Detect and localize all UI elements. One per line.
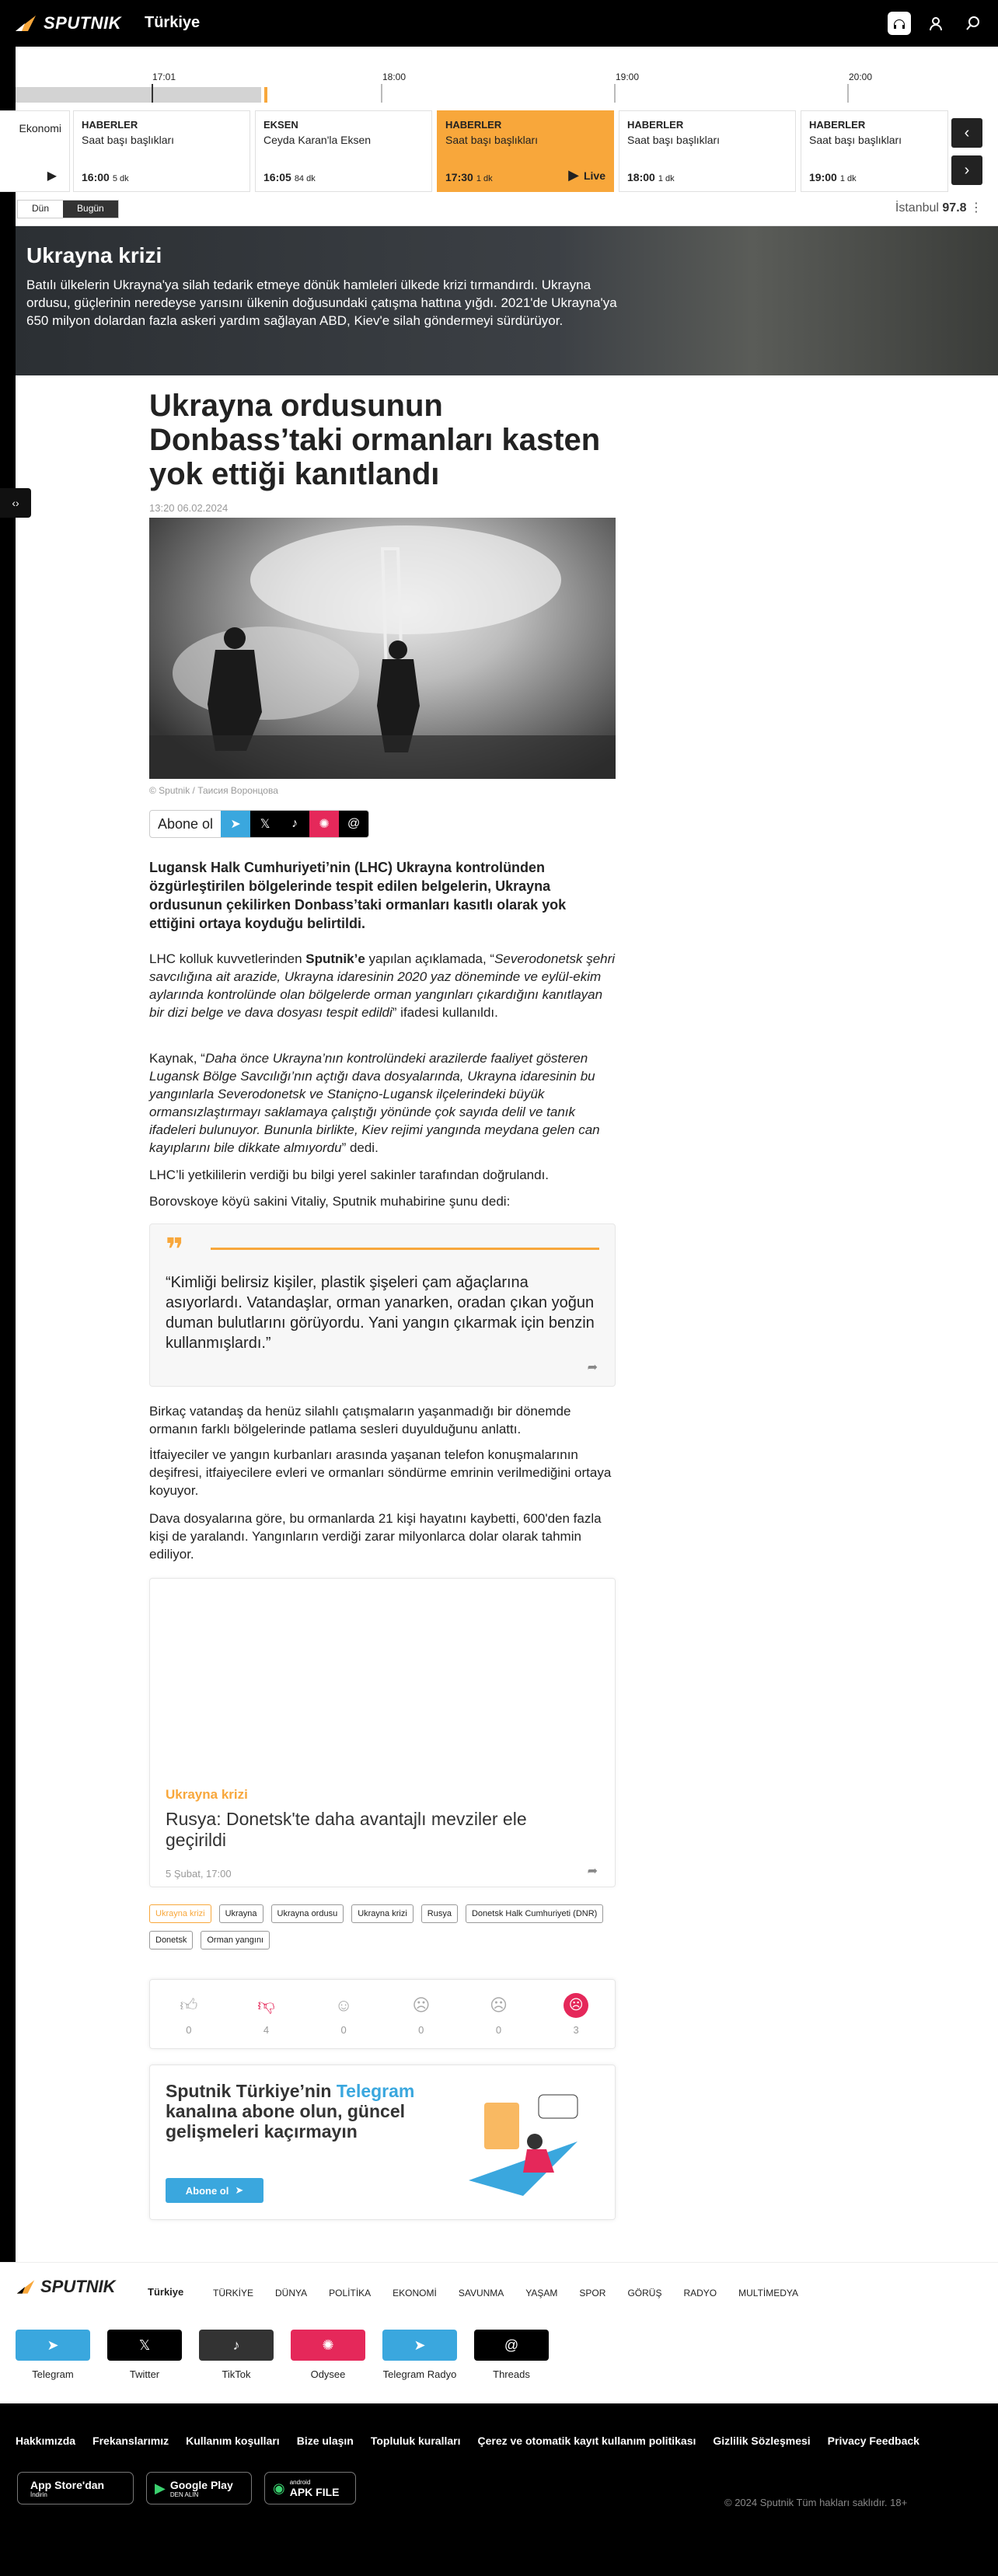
telegram-icon: ➤	[235, 2184, 244, 2196]
tag-item[interactable]: Ukrayna krizi	[351, 1904, 414, 1923]
app-store-button[interactable]: App Store'dan İndirin	[17, 2472, 134, 2504]
timeline-time: 19:00	[616, 72, 640, 82]
timeline-progress	[16, 87, 261, 103]
related-date: 5 Şubat, 17:00	[166, 1868, 232, 1880]
sputnik-logo[interactable]	[14, 11, 121, 36]
footer-link[interactable]: Topluluk kuralları	[370, 2435, 461, 2447]
card-title: Ekonomi	[19, 122, 61, 134]
search-icon[interactable]	[961, 11, 986, 36]
play-store-icon: ▶	[155, 2480, 166, 2496]
site-header	[0, 0, 998, 47]
reaction-bar	[149, 1979, 616, 2049]
schedule-card[interactable]	[619, 110, 796, 192]
footer-nav-item[interactable]: SAVUNMA	[458, 2288, 504, 2299]
footer-bottom	[0, 2403, 998, 2576]
tab-yesterday[interactable]: Dün	[32, 203, 50, 214]
reaction-laugh[interactable]: ☺ 0	[320, 1993, 367, 2036]
article-lead: Lugansk Halk Cumhuriyeti’nin (LHC) Ukrayna kontrolünden özgürleştirilen bölgelerinde tespit edilen belgelerin, Ukrayna ordusunun çekilirken Donbass’taki ormanları kasıtlı olarak yok ettiğini ortaya koyduğu belirtildi.	[149, 860, 567, 931]
laugh-icon: ☺	[334, 1995, 353, 2015]
quote-block	[149, 1223, 616, 1387]
radio-city: İstanbul	[895, 201, 939, 215]
tag-item[interactable]: Ukrayna krizi	[149, 1904, 211, 1923]
timeline-tick	[381, 84, 382, 103]
card-title: Ceyda Karan'la Eksen	[263, 134, 372, 146]
footer-nav-item[interactable]: MULTİMEDYA	[738, 2288, 799, 2299]
schedule-card[interactable]	[73, 110, 250, 192]
timeline-now-marker	[152, 84, 153, 103]
footer-link[interactable]: Kullanım koşulları	[186, 2435, 280, 2447]
card-title: Saat başı başlıkları	[82, 134, 175, 146]
tag-item[interactable]: Orman yangını	[201, 1931, 270, 1949]
card-program: HABERLER	[445, 119, 502, 131]
card-program: HABERLER	[627, 119, 684, 131]
timeline-time: 17:01	[152, 72, 176, 82]
card-program: HABERLER	[809, 119, 866, 131]
article-paragraph: LHC kolluk kuvvetlerinden Sputnik’e yapılan açıklamada, “Severodonetsk şehri savcılığına ait arazide, Ukrayna idaresinin 2020 yaz döneminde ve eylül-ekim aylarında kontrolünde olan bölgelerde orman yangınları çıkardığını kanıtlayan bir dizi belge ve dava dosyası tespit edildi” ifadesi kullanıldı.	[149, 951, 616, 1020]
schedule-prev-button[interactable]	[951, 118, 982, 148]
timeline-tick	[614, 84, 616, 103]
quote-text: “Kimliği belirsiz kişiler, plastik şişeleri çam ağaçlarına asıyorlardı. Vatandaşlar, orman yanarken, oradan çıkan yoğun duman bulutlarını görüyordu. Yani yangın çıkarmak için benzin kullanmışlardı.”	[166, 1274, 595, 1352]
footer-nav-item[interactable]: SPOR	[579, 2288, 606, 2299]
card-time: 17:30 1 dk	[445, 171, 493, 183]
tag-item[interactable]: Ukrayna	[219, 1904, 263, 1923]
telegram-icon[interactable]: ➤	[221, 810, 250, 838]
telegram-promo	[149, 2065, 616, 2220]
footer-link[interactable]: Frekanslarımız	[92, 2435, 169, 2447]
footer-link[interactable]: Çerez ve otomatik kayıt kullanım politikası	[477, 2435, 696, 2447]
promo-title: Sputnik Türkiye’nin Telegram kanalına abone olun, güncel gelişmeleri kaçırmayın	[166, 2081, 415, 2141]
thumbs-down-icon: 👎︎	[257, 1995, 275, 2015]
footer-nav-item[interactable]: DÜNYA	[275, 2288, 308, 2299]
card-time: 19:00 1 dk	[809, 171, 857, 183]
footer-nav-item[interactable]: EKONOMİ	[393, 2288, 437, 2299]
radio-frequency[interactable]	[895, 200, 982, 215]
telegram-illustration	[461, 2087, 593, 2204]
apk-button[interactable]: ◉ android APK FILE	[264, 2472, 356, 2504]
footer-logo[interactable]: SPUTNIK	[16, 2277, 116, 2297]
android-icon: ◉	[273, 2480, 285, 2496]
schedule-timeline[interactable]	[16, 62, 982, 103]
sputnik-logo-icon	[14, 14, 37, 33]
social-telegram[interactable]: ➤ Telegram	[16, 2330, 90, 2380]
schedule-card-live[interactable]	[437, 110, 614, 192]
promo-subscribe-button[interactable]: Abone ol ➤	[166, 2178, 263, 2203]
social-tiktok[interactable]: ♪ TikTok	[199, 2330, 274, 2380]
footer-nav-item[interactable]: YAŞAM	[525, 2288, 558, 2299]
card-time: 18:00 1 dk	[627, 171, 675, 183]
subscribe-label: Abone ol	[158, 815, 214, 832]
chevrons-icon: ‹›	[12, 497, 19, 509]
card-time: 16:00 5 dk	[82, 171, 129, 183]
reaction-like[interactable]: 👍︎ 0	[166, 1993, 212, 2036]
sad-icon: ☹	[489, 1995, 508, 2015]
schedule-card[interactable]	[255, 110, 432, 192]
article-paragraph: LHC’li yetkililerin verdiği bu bilgi yerel sakinler tarafından doğrulandı.	[149, 1168, 550, 1182]
social-threads[interactable]: @ Threads	[474, 2330, 549, 2380]
google-play-button[interactable]: ▶ Google Play DEN ALIN	[146, 2472, 252, 2504]
radio-icon[interactable]	[888, 12, 911, 35]
article-paragraph: Dava dosyalarına göre, bu ormanlarda 21 kişi hayatını kaybetti, 600'den fazla kişi de yaralandı. Yangınların verdiği zarar milyonlarca dolar olarak tahmin ediliyor.	[149, 1511, 602, 1562]
firefighters-image	[149, 518, 616, 779]
related-tag[interactable]: Ukrayna krizi	[166, 1787, 248, 1802]
tiktok-icon[interactable]: ♪	[280, 810, 309, 838]
story-banner[interactable]	[16, 226, 998, 375]
share-icon[interactable]: ➦	[587, 1361, 598, 1374]
card-program: EKSEN	[263, 119, 298, 131]
article-paragraph: Birkaç vatandaş da henüz silahlı çatışmaların yaşanmadığı bir dönemde ormanın farklı bölgelerinde patlama sesleri duyulduğunu anlattı.	[149, 1404, 571, 1436]
user-icon[interactable]	[923, 11, 948, 36]
edition-label[interactable]: Türkiye	[145, 14, 201, 31]
timeline-tick	[847, 84, 849, 103]
play-icon[interactable]: ▶	[47, 169, 57, 183]
telegram-icon: ➤	[16, 2330, 90, 2361]
surprised-icon: ☹	[412, 1995, 431, 2015]
side-panel-toggle[interactable]	[0, 488, 31, 518]
footer-nav	[213, 2288, 798, 2299]
telegram-icon: ➤	[382, 2330, 457, 2361]
live-button[interactable]: ▶ Live	[568, 167, 605, 183]
timeline-live-marker	[264, 87, 267, 103]
day-tabs	[17, 200, 119, 218]
timeline-time: 20:00	[849, 72, 873, 82]
social-twitter[interactable]: 𝕏 Twitter	[107, 2330, 182, 2380]
article-photo[interactable]	[149, 518, 616, 779]
article-header	[149, 389, 616, 514]
reaction-surprised[interactable]: ☹ 0	[398, 1993, 445, 2036]
card-time: 16:05 84 dk	[263, 171, 316, 183]
footer-link[interactable]: Bize ulaşın	[296, 2435, 354, 2447]
reaction-dislike[interactable]: 👎︎ 4	[243, 1993, 289, 2036]
reaction-sad[interactable]: ☹ 0	[475, 1993, 522, 2036]
footer-links	[16, 2435, 919, 2447]
x-icon: 𝕏	[107, 2330, 182, 2361]
footer-link[interactable]: Gizlilik Sözleşmesi	[713, 2435, 811, 2447]
schedule-next-button[interactable]	[951, 155, 982, 185]
x-icon[interactable]: 𝕏	[250, 810, 280, 838]
tab-today[interactable]: Bugün	[63, 201, 118, 218]
related-article-card[interactable]	[149, 1578, 616, 1887]
odysee-icon: ✺	[291, 2330, 365, 2361]
related-title[interactable]: Rusya: Donetsk'te daha avantajlı mevziler ele geçirildi	[166, 1809, 527, 1850]
tag-item[interactable]: Donetsk	[149, 1931, 193, 1949]
social-odysee[interactable]: ✺ Odysee	[291, 2330, 365, 2380]
quote-divider	[211, 1248, 599, 1250]
footer-nav-item[interactable]: RADYO	[683, 2288, 717, 2299]
copyright: © 2024 Sputnik Tüm hakları saklıdır. 18+	[724, 2497, 908, 2508]
footer-link[interactable]: Privacy Feedback	[827, 2435, 919, 2447]
reaction-angry[interactable]: ☹ 3	[553, 1993, 599, 2036]
left-rail	[0, 47, 16, 2402]
banner-text: Batılı ülkelerin Ukrayna'ya silah tedarik etmeye dönük hamleleri ülkede krizi tırmandırdı. Ukrayna ordusu, güçlerinin neredeyse yarısını ülkenin doğusundaki çatışma hattına yığdı. 2021'de Ukrayna'ya 650 milyon dolardan fazla askeri yardım sağlayan ABD, Kiev'e silah göndermeyi sürdürüyor.	[26, 277, 617, 328]
card-title: Saat başı başlıkları	[627, 134, 721, 146]
article-date: 13:20 06.02.2024	[149, 502, 229, 514]
tag-item[interactable]: Rusya	[421, 1904, 458, 1923]
more-icon[interactable]: ⋮	[970, 201, 982, 215]
share-icon[interactable]: ➦	[587, 1865, 598, 1878]
schedule-card[interactable]	[801, 110, 948, 192]
logo-text: SPUTNIK	[44, 13, 122, 33]
chevron-right-icon: ›	[964, 161, 970, 179]
footer-edition: Türkiye	[148, 2286, 184, 2298]
thumbs-up-icon: 👍︎	[180, 1995, 198, 2015]
sputnik-logo-icon	[16, 2278, 36, 2295]
social-telegram-radio[interactable]: ➤ Telegram Radyo	[382, 2330, 457, 2380]
footer-link[interactable]: Hakkımızda	[16, 2435, 76, 2447]
footer-nav-item[interactable]: GÖRÜŞ	[627, 2288, 662, 2299]
quote-mark-icon: ❞	[166, 1233, 184, 1267]
tiktok-icon: ♪	[199, 2330, 274, 2361]
timeline-time: 18:00	[382, 72, 407, 82]
play-icon: ▶	[568, 167, 579, 183]
article-paragraph: İtfaiyeciler ve yangın kurbanları arasında yaşanan telefon konuşmalarının deşifresi, itfaiyecilere evleri ve ormanları söndürme emrinin verilmediğini ortaya koyuyor.	[149, 1447, 612, 1498]
photo-credit: © Sputnik / Таисия Воронцова	[149, 785, 278, 796]
card-title: Saat başı başlıkları	[809, 134, 902, 146]
threads-icon: @	[474, 2330, 549, 2361]
odysee-icon[interactable]: ✺	[309, 810, 339, 838]
social-links	[16, 2330, 549, 2380]
site-footer	[0, 2262, 998, 2403]
angry-icon: ☹	[564, 1993, 588, 2018]
subscribe-bar	[149, 810, 369, 838]
sputnik-link[interactable]: Sputnik’e	[305, 951, 365, 966]
footer-nav-item[interactable]: POLİTİKA	[329, 2288, 372, 2299]
banner-title: Ukrayna krizi	[26, 243, 162, 267]
tag-item[interactable]: Donetsk Halk Cumhuriyeti (DNR)	[466, 1904, 603, 1923]
article-paragraph: Borovskoye köyü sakini Vitaliy, Sputnik muhabirine şunu dedi:	[149, 1194, 511, 1209]
tag-item[interactable]: Ukrayna ordusu	[271, 1904, 344, 1923]
article-title: Ukrayna ordusunun Donbass’taki ormanları kasten yok ettiği kanıtlandı	[149, 389, 601, 491]
card-title: Saat başı başlıkları	[445, 134, 539, 146]
tag-list	[149, 1904, 616, 1949]
card-program: HABERLER	[82, 119, 138, 131]
radio-freq: 97.8	[942, 201, 967, 215]
footer-nav-item[interactable]: TÜRKİYE	[213, 2288, 254, 2299]
chevron-left-icon: ‹	[964, 124, 970, 141]
threads-icon[interactable]: @	[339, 810, 368, 838]
schedule-card[interactable]	[0, 110, 70, 192]
article-paragraph: Kaynak, “Daha önce Ukrayna’nın kontrolündeki arazilerde faaliyet gösteren Lugansk Bölge Savcılığı’nın açtığı dava dosyalarında, Ukrayna idaresinin bu yangınlarla Severodonetsk ve Staniçno-Lugansk ilçelerindeki büyük ormansızlaştırmayı saklamaya çalıştığı yönünde çok sayıda delil ve tanık ifadeleri bulunuyor. Bununla birlikte, Kiev rejimi yangında meydana gelen can kayıplarını bile dikkate almıyordu” dedi.	[149, 1051, 600, 1155]
